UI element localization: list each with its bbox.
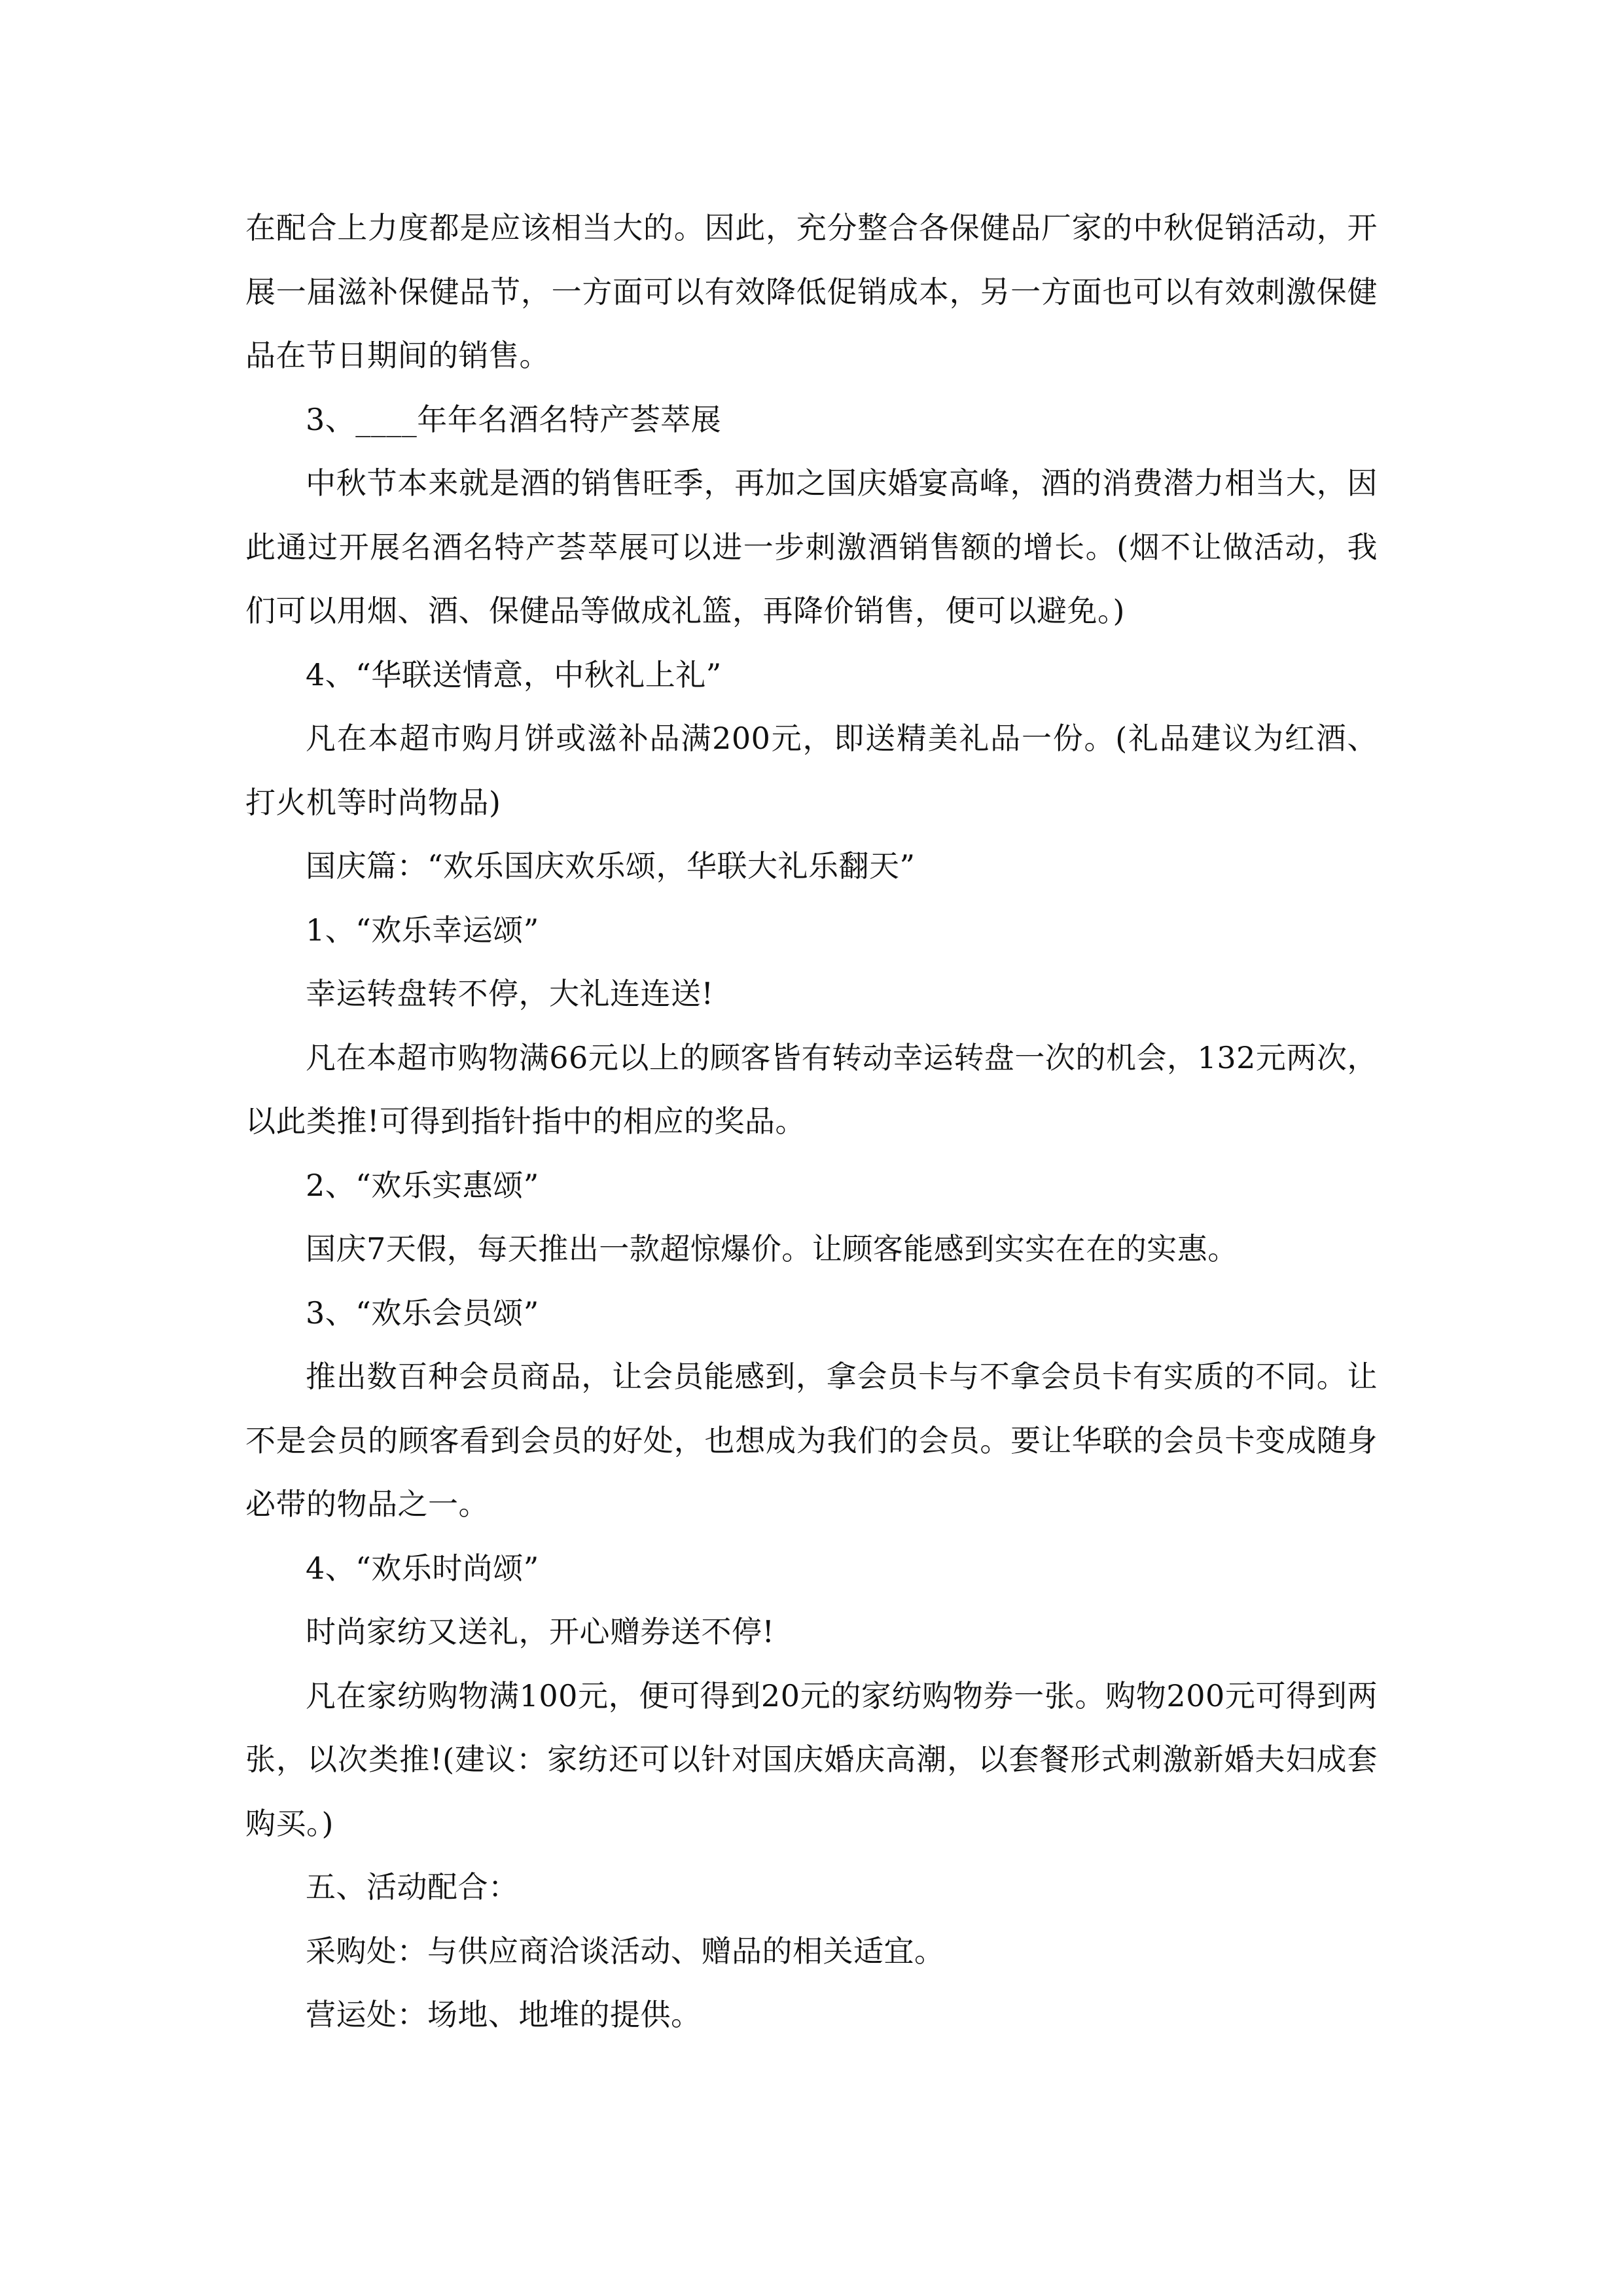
section-heading-coordination: 五、活动配合： [306,1869,519,1905]
paragraph-fashion-slogan: 时尚家纺又送礼，开心赠券送不停! [306,1614,775,1649]
paragraph-wine-exhibition: 中秋节本来就是酒的销售旺季，再加之国庆婚宴高峰，酒的消费潜力相当大，因此通过开展名酒名特产荟萃展可以进一步刺激酒销售额的增长。(烟不让做活动，我们可以用烟、酒、保健品等做成礼篮，再降价销售，便可以避免。) [245,465,1378,628]
section-heading-national-day: 国庆篇：“欢乐国庆欢乐颂，华联大礼乐翻天” [306,848,916,884]
paragraph-continuation: 在配合上力度都是应该相当大的。因此，充分整合各保健品厂家的中秋促销活动，开展一届滋补保健品节，一方面可以有效降低促销成本，另一方面也可以有效刺激保健品在节日期间的销售。 [245,210,1378,373]
heading-fashion: 4、“欢乐时尚颂” [306,1550,539,1586]
paragraph-member: 推出数百种会员商品，让会员能感到，拿会员卡与不拿会员卡有实质的不同。让不是会员的顾客看到会员的好处，也想成为我们的会员。要让华联的会员卡变成随身必带的物品之一。 [245,1359,1378,1522]
heading-member: 3、“欢乐会员颂” [306,1295,539,1331]
paragraph-procurement: 采购处：与供应商洽谈活动、赠品的相关适宜。 [306,1933,945,1969]
paragraph-value: 国庆7天假，每天推出一款超惊爆价。让顾客能感到实实在在的实惠。 [306,1231,1238,1266]
paragraph-gift-offer: 凡在本超市购月饼或滋补品满200元，即送精美礼品一份。(礼品建议为红酒、打火机等时尚物品) [245,721,1378,820]
document-page [245,196,1378,2047]
heading-value: 2、“欢乐实惠颂” [306,1167,539,1203]
heading-item-4: 4、“华联送情意，中秋礼上礼” [306,656,722,692]
paragraph-fashion-rules: 凡在家纺购物满100元，便可得到20元的家纺购物券一张。购物200元可得到两张，以次类推!(建议：家纺还可以针对国庆婚庆高潮，以套餐形式刺激新婚夫妇成套购买。) [245,1677,1378,1841]
paragraph-lucky-rules: 凡在本超市购物满66元以上的顾客皆有转动幸运转盘一次的机会，132元两次，以此类推!可得到指针指中的相应的奖品。 [245,1039,1378,1139]
heading-lucky: 1、“欢乐幸运颂” [306,912,539,948]
paragraph-lucky-slogan: 幸运转盘转不停，大礼连连送! [306,976,714,1011]
paragraph-operations: 营运处：场地、地堆的提供。 [306,1997,702,2032]
heading-item-3: 3、____年年名酒名特产荟萃展 [306,401,722,437]
